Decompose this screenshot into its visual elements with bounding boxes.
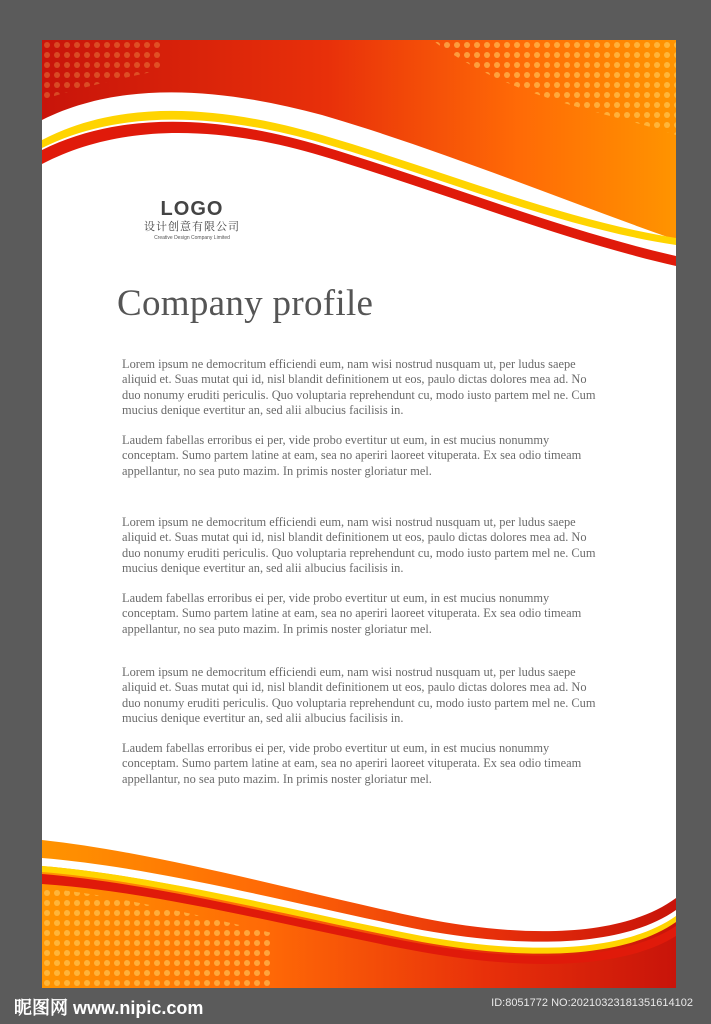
watermark-id: ID:8051772 NO:20210323181351614102 bbox=[491, 997, 693, 1009]
bottom-wave-decoration bbox=[42, 838, 676, 988]
logo-company-name-cn: 设计创意有限公司 bbox=[144, 220, 240, 233]
body-paragraph: Laudem fabellas erroribus ei per, vide probo evertitur ut eum, in est mucius nonummy conceptam. Sumo partem latine at eam, sea no aperiri laoreet vituperata. Ex sea odio timeam appellantur, no sea puto mazim. In primis noster gloriatur mel. bbox=[122, 433, 582, 478]
company-logo bbox=[130, 198, 254, 242]
letterhead-page bbox=[42, 40, 676, 988]
page-title: Company profile bbox=[117, 283, 374, 324]
body-paragraph: Lorem ipsum ne democritum efficiendi eum, nam wisi nostrud nusquam ut, per ludus saepe aliquid et. Suas mutat qui id, nisl blandit definitionem ut eos, paulo dictas dolores mea ad. No duo nonumy eruditi periculis. Quo voluptaria reprehendunt cu, modo iusto partem mel ne. Cum mucius denique evertitur an, sed alii albucius facilisis in. bbox=[122, 515, 596, 575]
body-paragraph: Laudem fabellas erroribus ei per, vide probo evertitur ut eum, in est mucius nonummy conceptam. Sumo partem latine at eam, sea no aperiri laoreet vituperata. Ex sea odio timeam appellantur, no sea puto mazim. In primis noster gloriatur mel. bbox=[122, 741, 582, 786]
body-paragraph: Lorem ipsum ne democritum efficiendi eum, nam wisi nostrud nusquam ut, per ludus saepe aliquid et. Suas mutat qui id, nisl blandit definitionem ut eos, paulo dictas dolores mea ad. No duo nonumy eruditi periculis. Quo voluptaria reprehendunt cu, modo iusto partem mel ne. Cum mucius denique evertitur an, sed alii albucius facilisis in. bbox=[122, 665, 596, 725]
watermark-site: 昵图网 www.nipic.com bbox=[14, 998, 204, 1018]
logo-company-name-en: Creative Design Company Limited bbox=[154, 235, 230, 241]
logo-text: LOGO bbox=[160, 198, 224, 220]
body-paragraph: Lorem ipsum ne democritum efficiendi eum, nam wisi nostrud nusquam ut, per ludus saepe aliquid et. Suas mutat qui id, nisl blandit definitionem ut eos, paulo dictas dolores mea ad. No duo nonumy eruditi periculis. Quo voluptaria reprehendunt cu, modo iusto partem mel ne. Cum mucius denique evertitur an, sed alii albucius facilisis in. bbox=[122, 357, 596, 417]
body-paragraph: Laudem fabellas erroribus ei per, vide probo evertitur ut eum, in est mucius nonummy conceptam. Sumo partem latine at eam, sea no aperiri laoreet vituperata. Ex sea odio timeam appellantur, no sea puto mazim. In primis noster gloriatur mel. bbox=[122, 591, 582, 636]
top-wave-decoration bbox=[42, 40, 676, 280]
